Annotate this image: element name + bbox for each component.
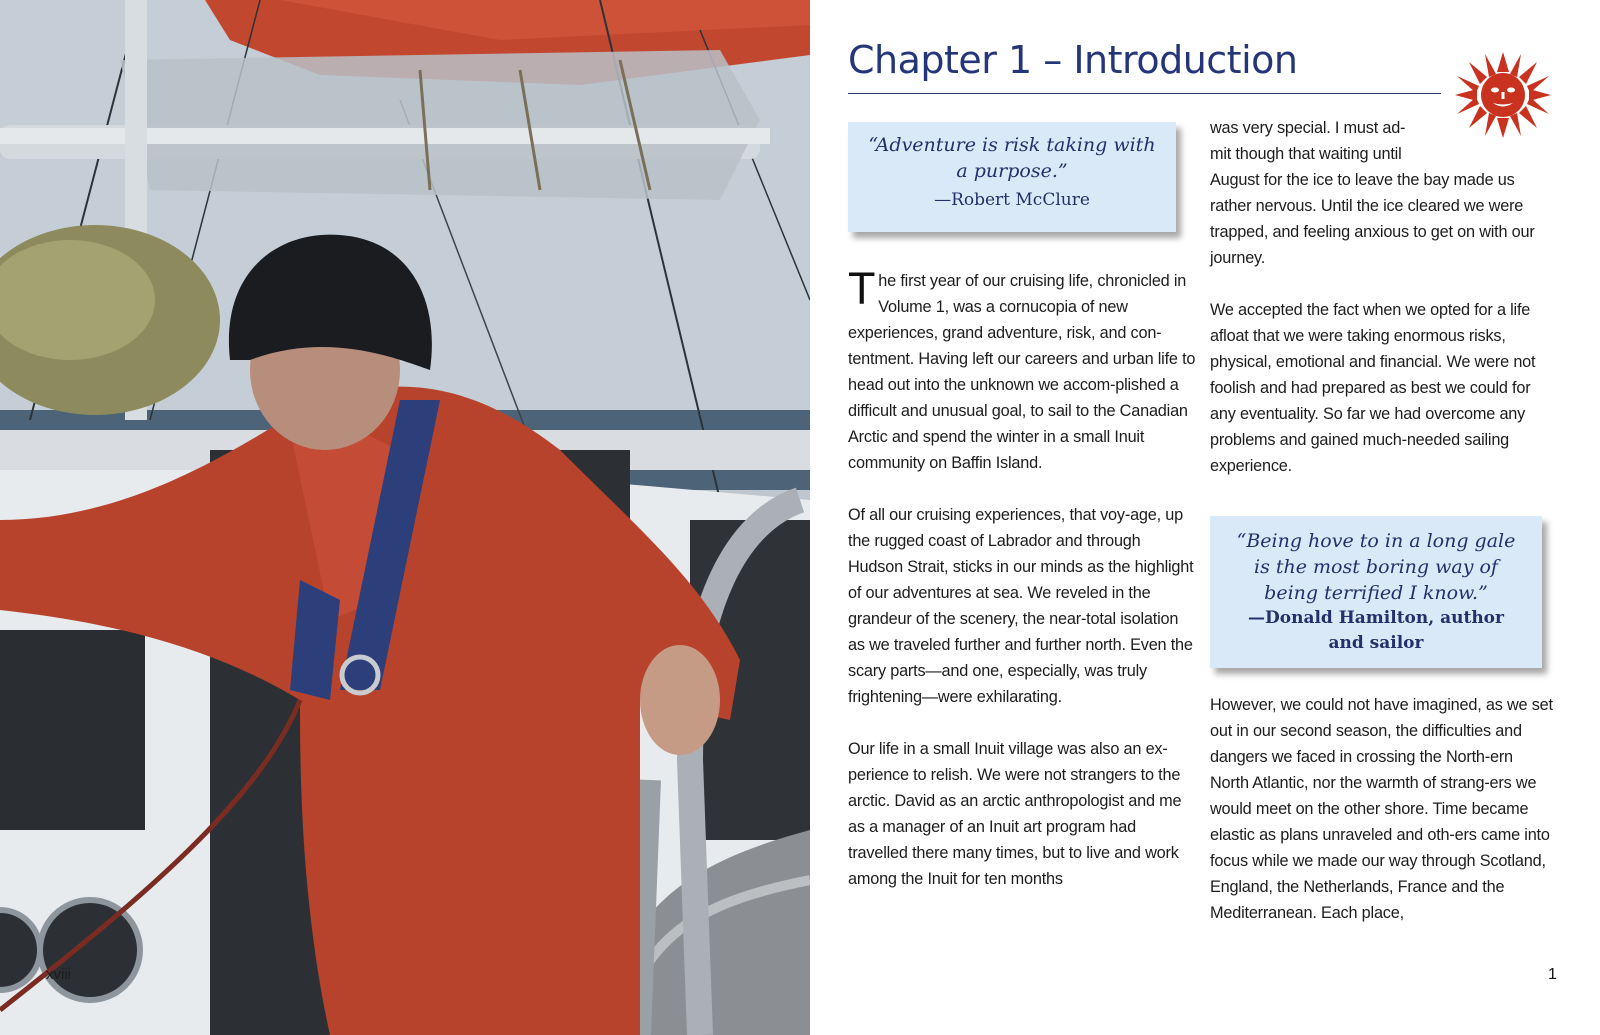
right-page xyxy=(810,0,1600,1035)
paragraph-text: August for the ice to leave the bay made us rather nervous. Until the ice cleared we were trapped, and feeling anxious to get on with our journey. xyxy=(1210,171,1535,267)
paragraph-line: mit though that waiting until xyxy=(1210,145,1402,163)
paragraph xyxy=(1210,115,1555,271)
quote-attribution: —Donald Hamilton, author and sailor xyxy=(1248,608,1504,653)
chapter-title: Chapter 1 – Introduction xyxy=(848,38,1298,82)
paragraph: We accepted the fact when we opted for a life afloat that we were taking enormous risks, physical, emotional and financial. We were not foolish and had prepared as best we could for any eventuality. So far we had overcome any problems and gained much-needed sailing experience. xyxy=(1210,301,1536,475)
quote-text: “Being hove to in a long gale is the most boring way of being terrified I know.” xyxy=(1236,530,1516,604)
drop-cap: T xyxy=(848,263,876,314)
pull-quote-mcclure xyxy=(848,122,1176,232)
body-column-right-top xyxy=(1210,115,1555,479)
pull-quote-hamilton xyxy=(1210,516,1542,668)
quote-attribution: —Robert McClure xyxy=(934,190,1090,210)
quote-text: “Adventure is risk taking with a purpose.” xyxy=(868,134,1156,182)
paragraph: Of all our cruising experiences, that voy-age, up the rugged coast of Labrador and through Hudson Strait, sticks in our minds as the highlight of our adventures at sea. We reveled in the grandeur of the scenery, the near-total isolation as we traveled further and further north. Even the scary parts—and one, especially, was truly frightening—were exhilarating. xyxy=(848,506,1194,706)
paragraph: Our life in a small Inuit village was also an ex-perience to relish. We were not strangers to the arctic. David as an arctic anthropologist and me as a manager of an Inuit art program had travelled there many times, but to live and work among the Inuit for ten months xyxy=(848,740,1182,888)
paragraph-line: was very special. I must ad- xyxy=(1210,119,1406,137)
body-column-right-bottom xyxy=(1210,692,1555,926)
left-page-number: xviii xyxy=(46,966,71,983)
right-page-number: 1 xyxy=(1548,966,1557,983)
paragraph xyxy=(848,263,1198,476)
paragraph: However, we could not have imagined, as we set out in our second season, the difficulties and dangers we faced in crossing the North-ern North Atlantic, nor the warmth of strang-ers we would meet on the other shore. Time became elastic as plans unraveled and oth-ers came into focus while we made our way through Scotland, England, the Netherlands, France and the Mediterranean. Each place, xyxy=(1210,696,1553,922)
title-rule xyxy=(848,93,1441,94)
paragraph-text: he first year of our cruising life, chronicled in Volume 1, was a cornucopia of new experiences, grand adventure, risk, and con-tentment. Having left our careers and urban life to head out into the unknown we accom-plished a difficult and unusual goal, to sail to the Canadian Arctic and spend the winter in a small Inuit community on Baffin Island. xyxy=(848,272,1196,472)
body-column-left xyxy=(848,263,1198,892)
